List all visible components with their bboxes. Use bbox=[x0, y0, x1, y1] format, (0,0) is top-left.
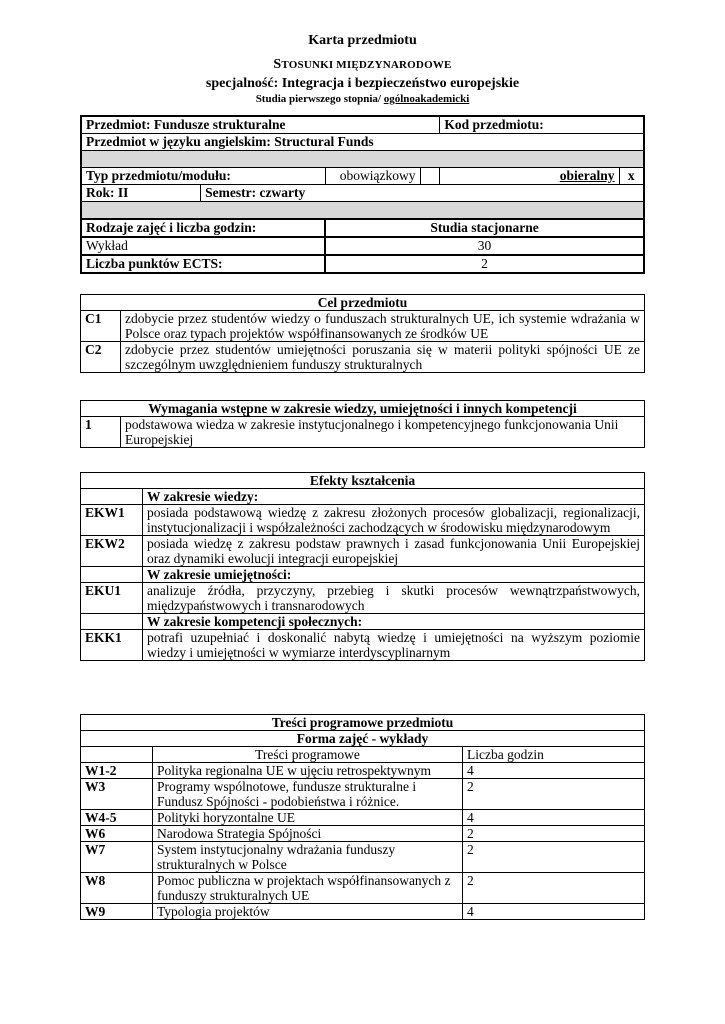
col-topic-header: Treści programowe bbox=[153, 747, 463, 763]
elective-mark: x bbox=[619, 168, 644, 185]
study-profile: ogólnoakademicki bbox=[383, 93, 470, 105]
year: Rok: II bbox=[81, 185, 201, 202]
ects-label: Liczba punktów ECTS: bbox=[81, 255, 325, 273]
course-english-name: Przedmiot w języku angielskim: Structural Funds bbox=[81, 134, 644, 151]
outcomes-table bbox=[80, 472, 645, 661]
spacer-row bbox=[81, 151, 644, 168]
hours-header-mode: Studia stacjonarne bbox=[325, 219, 644, 237]
course-name: Przedmiot: Fundusze strukturalne bbox=[81, 116, 440, 134]
empty-cell bbox=[81, 489, 143, 505]
hours-row-label: Wykład bbox=[81, 237, 325, 255]
objectives-title: Cel przedmiotu bbox=[81, 295, 645, 311]
field-rest: TOSUNKI MIĘDZYNARODOWE bbox=[281, 59, 452, 71]
prerequisites-title: Wymagania wstępne w zakresie wiedzy, umiejętności i innych kompetencji bbox=[81, 401, 645, 417]
content-hours: 2 bbox=[463, 779, 645, 810]
content-topic: Typologia projektów bbox=[153, 904, 463, 920]
content-code: W1-2 bbox=[81, 763, 153, 779]
content-topic: Programy wspólnotowe, fundusze strukturalne i Fundusz Spójności - podobieństwa i różnice. bbox=[153, 779, 463, 810]
outcome-text: potrafi uzupełniać i doskonalić nabytą wiedzę i umiejętności na wyższym poziomie wiedzy i umiejętności w wymiarze interdyscyplinarnym bbox=[143, 630, 645, 661]
course-code: Kod przedmiotu: bbox=[440, 116, 644, 134]
content-hours: 4 bbox=[463, 904, 645, 920]
objective-text: zdobycie przez studentów wiedzy o funduszach strukturalnych UE, ich systemie wdrażania w Polsce oraz typach projektów współfinansowanych ze środków UE bbox=[121, 311, 645, 342]
field-initial: S bbox=[273, 57, 282, 72]
study-level-text: Studia pierwszego stopnia/ bbox=[255, 93, 384, 105]
semester: Semestr: czwarty bbox=[201, 185, 644, 202]
course-info-table bbox=[80, 115, 645, 274]
content-form: Forma zajęć - wykłady bbox=[81, 731, 645, 747]
content-code: W3 bbox=[81, 779, 153, 810]
content-topic: Polityki horyzontalne UE bbox=[153, 810, 463, 826]
objective-code: C1 bbox=[81, 311, 121, 342]
outcome-text: posiada wiedzę z zakresu podstaw prawnych i zasad funkcjonowania Unii Europejskiej oraz dynamiki ewolucji integracji europejskiej bbox=[143, 536, 645, 567]
outcome-code: EKW1 bbox=[81, 505, 143, 536]
ects-value: 2 bbox=[325, 255, 644, 273]
content-title: Treści programowe przedmiotu bbox=[81, 715, 645, 731]
elective-label: obieralny bbox=[440, 168, 619, 185]
content-topic: Polityka regionalna UE w ujęciu retrospektywnym bbox=[153, 763, 463, 779]
objectives-table bbox=[80, 294, 645, 373]
knowledge-section-label: W zakresie wiedzy: bbox=[143, 489, 645, 505]
content-topic: Narodowa Strategia Spójności bbox=[153, 826, 463, 842]
social-section-label: W zakresie kompetencji społecznych: bbox=[143, 614, 645, 630]
outcome-code: EKU1 bbox=[81, 583, 143, 614]
content-hours: 2 bbox=[463, 826, 645, 842]
objective-code: C2 bbox=[81, 342, 121, 373]
module-type-label: Typ przedmiotu/modułu: bbox=[81, 168, 325, 185]
outcome-code: EKK1 bbox=[81, 630, 143, 661]
outcome-code: EKW2 bbox=[81, 536, 143, 567]
content-hours: 4 bbox=[463, 763, 645, 779]
specialty: specjalność: Integracja i bezpieczeństwo europejskie bbox=[205, 76, 520, 91]
spacer-row bbox=[81, 202, 644, 220]
content-topic: Pomoc publiczna w projektach współfinansowanych z funduszy strukturalnych UE bbox=[153, 873, 463, 904]
study-level bbox=[0, 93, 725, 105]
program-content-table bbox=[80, 714, 645, 920]
outcome-text: analizuje źródła, przyczyny, przebieg i skutki procesów wewnątrzpaństwowych, międzypaństwowych i transnarodowych bbox=[143, 583, 645, 614]
hours-header-label: Rodzaje zajęć i liczba godzin: bbox=[81, 219, 325, 237]
outcomes-title: Efekty kształcenia bbox=[81, 473, 645, 489]
content-code: W9 bbox=[81, 904, 153, 920]
content-code: W8 bbox=[81, 873, 153, 904]
content-code: W4-5 bbox=[81, 810, 153, 826]
prerequisites-table bbox=[80, 400, 645, 448]
content-code: W7 bbox=[81, 842, 153, 873]
skills-section-label: W zakresie umiejętności: bbox=[143, 567, 645, 583]
content-topic: System instytucjonalny wdrażania funduszy strukturalnych w Polsce bbox=[153, 842, 463, 873]
mandatory-checkbox bbox=[420, 168, 440, 185]
content-hours: 4 bbox=[463, 810, 645, 826]
hours-row-value: 30 bbox=[325, 237, 644, 255]
prerequisite-text: podstawowa wiedza w zakresie instytucjonalnego i kompetencyjnego funkcjonowania Unii Europejskiej bbox=[121, 417, 645, 448]
content-hours: 2 bbox=[463, 873, 645, 904]
empty-cell bbox=[81, 567, 143, 583]
empty-cell bbox=[81, 614, 143, 630]
empty-cell bbox=[81, 747, 153, 763]
prerequisite-code: 1 bbox=[81, 417, 121, 448]
col-hours-header: Liczba godzin bbox=[463, 747, 645, 763]
card-title: Karta przedmiotu bbox=[308, 33, 417, 48]
content-hours: 2 bbox=[463, 842, 645, 873]
outcome-text: posiada podstawową wiedzę z zakresu złożonych procesów globalizacji, regionalizacji, instytucjonalizacji i współzależności zachodzących w środowisku międzynarodowym bbox=[143, 505, 645, 536]
content-code: W6 bbox=[81, 826, 153, 842]
module-type-value: obowiązkowy bbox=[325, 168, 420, 185]
objective-text: zdobycie przez studentów umiejętności poruszania się w materii polityki spójności UE ze szczególnym uwzględnieniem funduszy strukturalnych bbox=[121, 342, 645, 373]
field-of-study bbox=[0, 57, 725, 73]
